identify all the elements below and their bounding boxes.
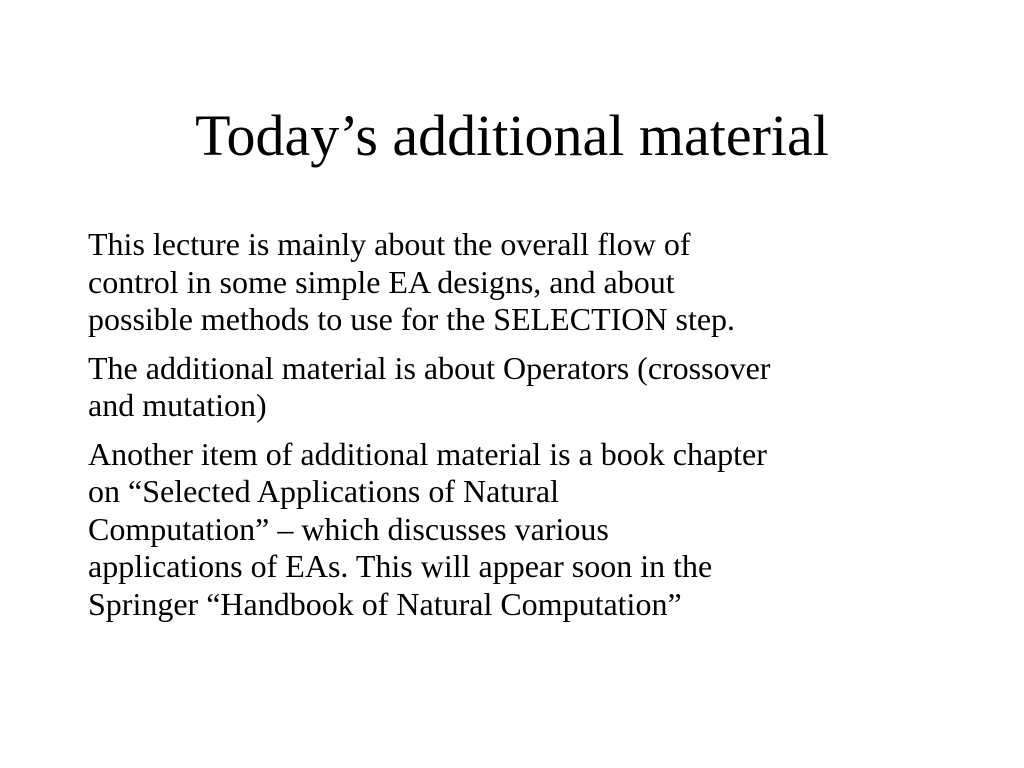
slide-body — [88, 226, 948, 634]
paragraph-line: on “Selected Applications of Natural — [88, 473, 559, 509]
paragraph-line: and mutation) — [88, 387, 267, 423]
paragraph-line: applications of EAs. This will appear soon in the — [88, 548, 713, 584]
slide-title: Today’s additional material — [195, 103, 829, 168]
paragraph-line: The additional material is about Operators (crossover — [88, 349, 771, 386]
paragraph-line: This lecture is mainly about the overall flow of — [88, 226, 691, 262]
paragraph-book-chapter — [88, 436, 948, 624]
paragraph-additional-material — [88, 350, 948, 425]
paragraph-lecture-focus — [88, 226, 948, 339]
paragraph-line: Springer “Handbook of Natural Computation” — [88, 585, 682, 622]
paragraph-line: control in some simple EA designs, and about — [88, 263, 675, 300]
paragraph-line: possible methods to use for the SELECTION step. — [88, 301, 736, 337]
paragraph-line: Computation” – which discusses various — [88, 510, 609, 547]
paragraph-line: Another item of additional material is a book chapter — [88, 435, 767, 472]
